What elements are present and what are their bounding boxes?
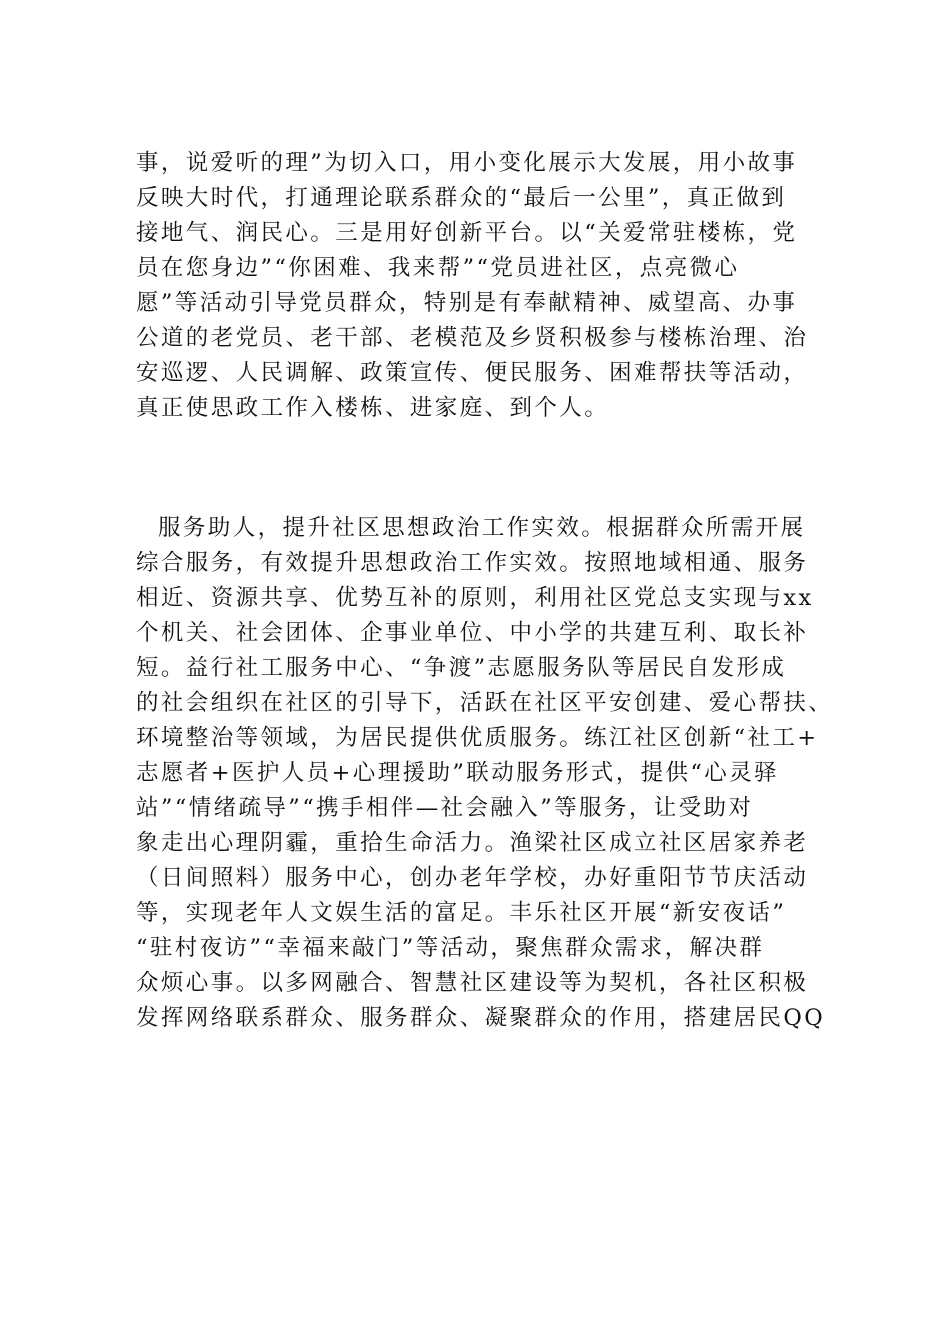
text-line-first: 服务助人，提升社区思想政治工作实效。根据群众所需开展 — [158, 515, 806, 541]
text-line: 发挥网络联系群众、服务群众、凝聚群众的作用，搭建居民QQ — [136, 1005, 826, 1031]
text-line: 员在您身边”“你困难、我来帮”“党员进社区，点亮微心 — [136, 255, 740, 281]
paragraph-community-platforms — [136, 146, 826, 426]
text-line: 众烦心事。以多网融合、智慧社区建设等为契机，各社区积极 — [136, 970, 809, 996]
text-line: 综合服务，有效提升思想政治工作实效。按照地域相通、服务 — [136, 550, 809, 576]
text-line: 反映大时代，打通理论联系群众的“最后一公里”，真正做到 — [136, 185, 787, 211]
text-line: 的社会组织在社区的引导下，活跃在社区平安创建、爱心帮扶、 — [136, 690, 834, 716]
text-line: 站”“情绪疏导”“携手相伴—社会融入”等服务，让受助对 — [136, 795, 754, 821]
text-line: “驻村夜访”“幸福来敲门”等活动，聚焦群众需求，解决群 — [136, 935, 765, 961]
text-line: 象走出心理阴霾，重拾生命活力。渔梁社区成立社区居家养老 — [136, 830, 809, 856]
text-line: （日间照料）服务中心，创办老年学校，办好重阳节节庆活动 — [136, 865, 809, 891]
paragraph-service-helping — [136, 511, 834, 1036]
text-line: 环境整治等领域，为居民提供优质服务。练江社区创新“社工+ — [136, 725, 819, 751]
text-line: 公道的老党员、老干部、老模范及乡贤积极参与楼栋治理、治 — [136, 325, 809, 351]
text-line: 等，实现老年人文娱生活的富足。丰乐社区开展“新安夜话” — [136, 900, 787, 926]
text-line: 事，说爱听的理”为切入口，用小变化展示大发展，用小故事 — [136, 150, 798, 176]
text-line: 接地气、润民心。三是用好创新平台。以“关爱常驻楼栋，党 — [136, 220, 798, 246]
text-line: 志愿者+医护人员+心理援助”联动服务形式，提供“心灵驿 — [136, 760, 780, 786]
text-line: 真正使思政工作入楼栋、进家庭、到个人。 — [136, 395, 610, 421]
text-line: 安巡逻、人民调解、政策宣传、便民服务、困难帮扶等活动， — [136, 360, 809, 386]
text-line: 个机关、社会团体、企事业单位、中小学的共建互利、取长补 — [136, 620, 809, 646]
text-line: 短。益行社工服务中心、“争渡”志愿服务队等居民自发形成 — [136, 655, 787, 681]
text-line: 相近、资源共享、优势互补的原则，利用社区党总支实现与xx — [136, 585, 814, 611]
text-line: 愿”等活动引导党员群众，特别是有奉献精神、威望高、办事 — [136, 290, 798, 316]
